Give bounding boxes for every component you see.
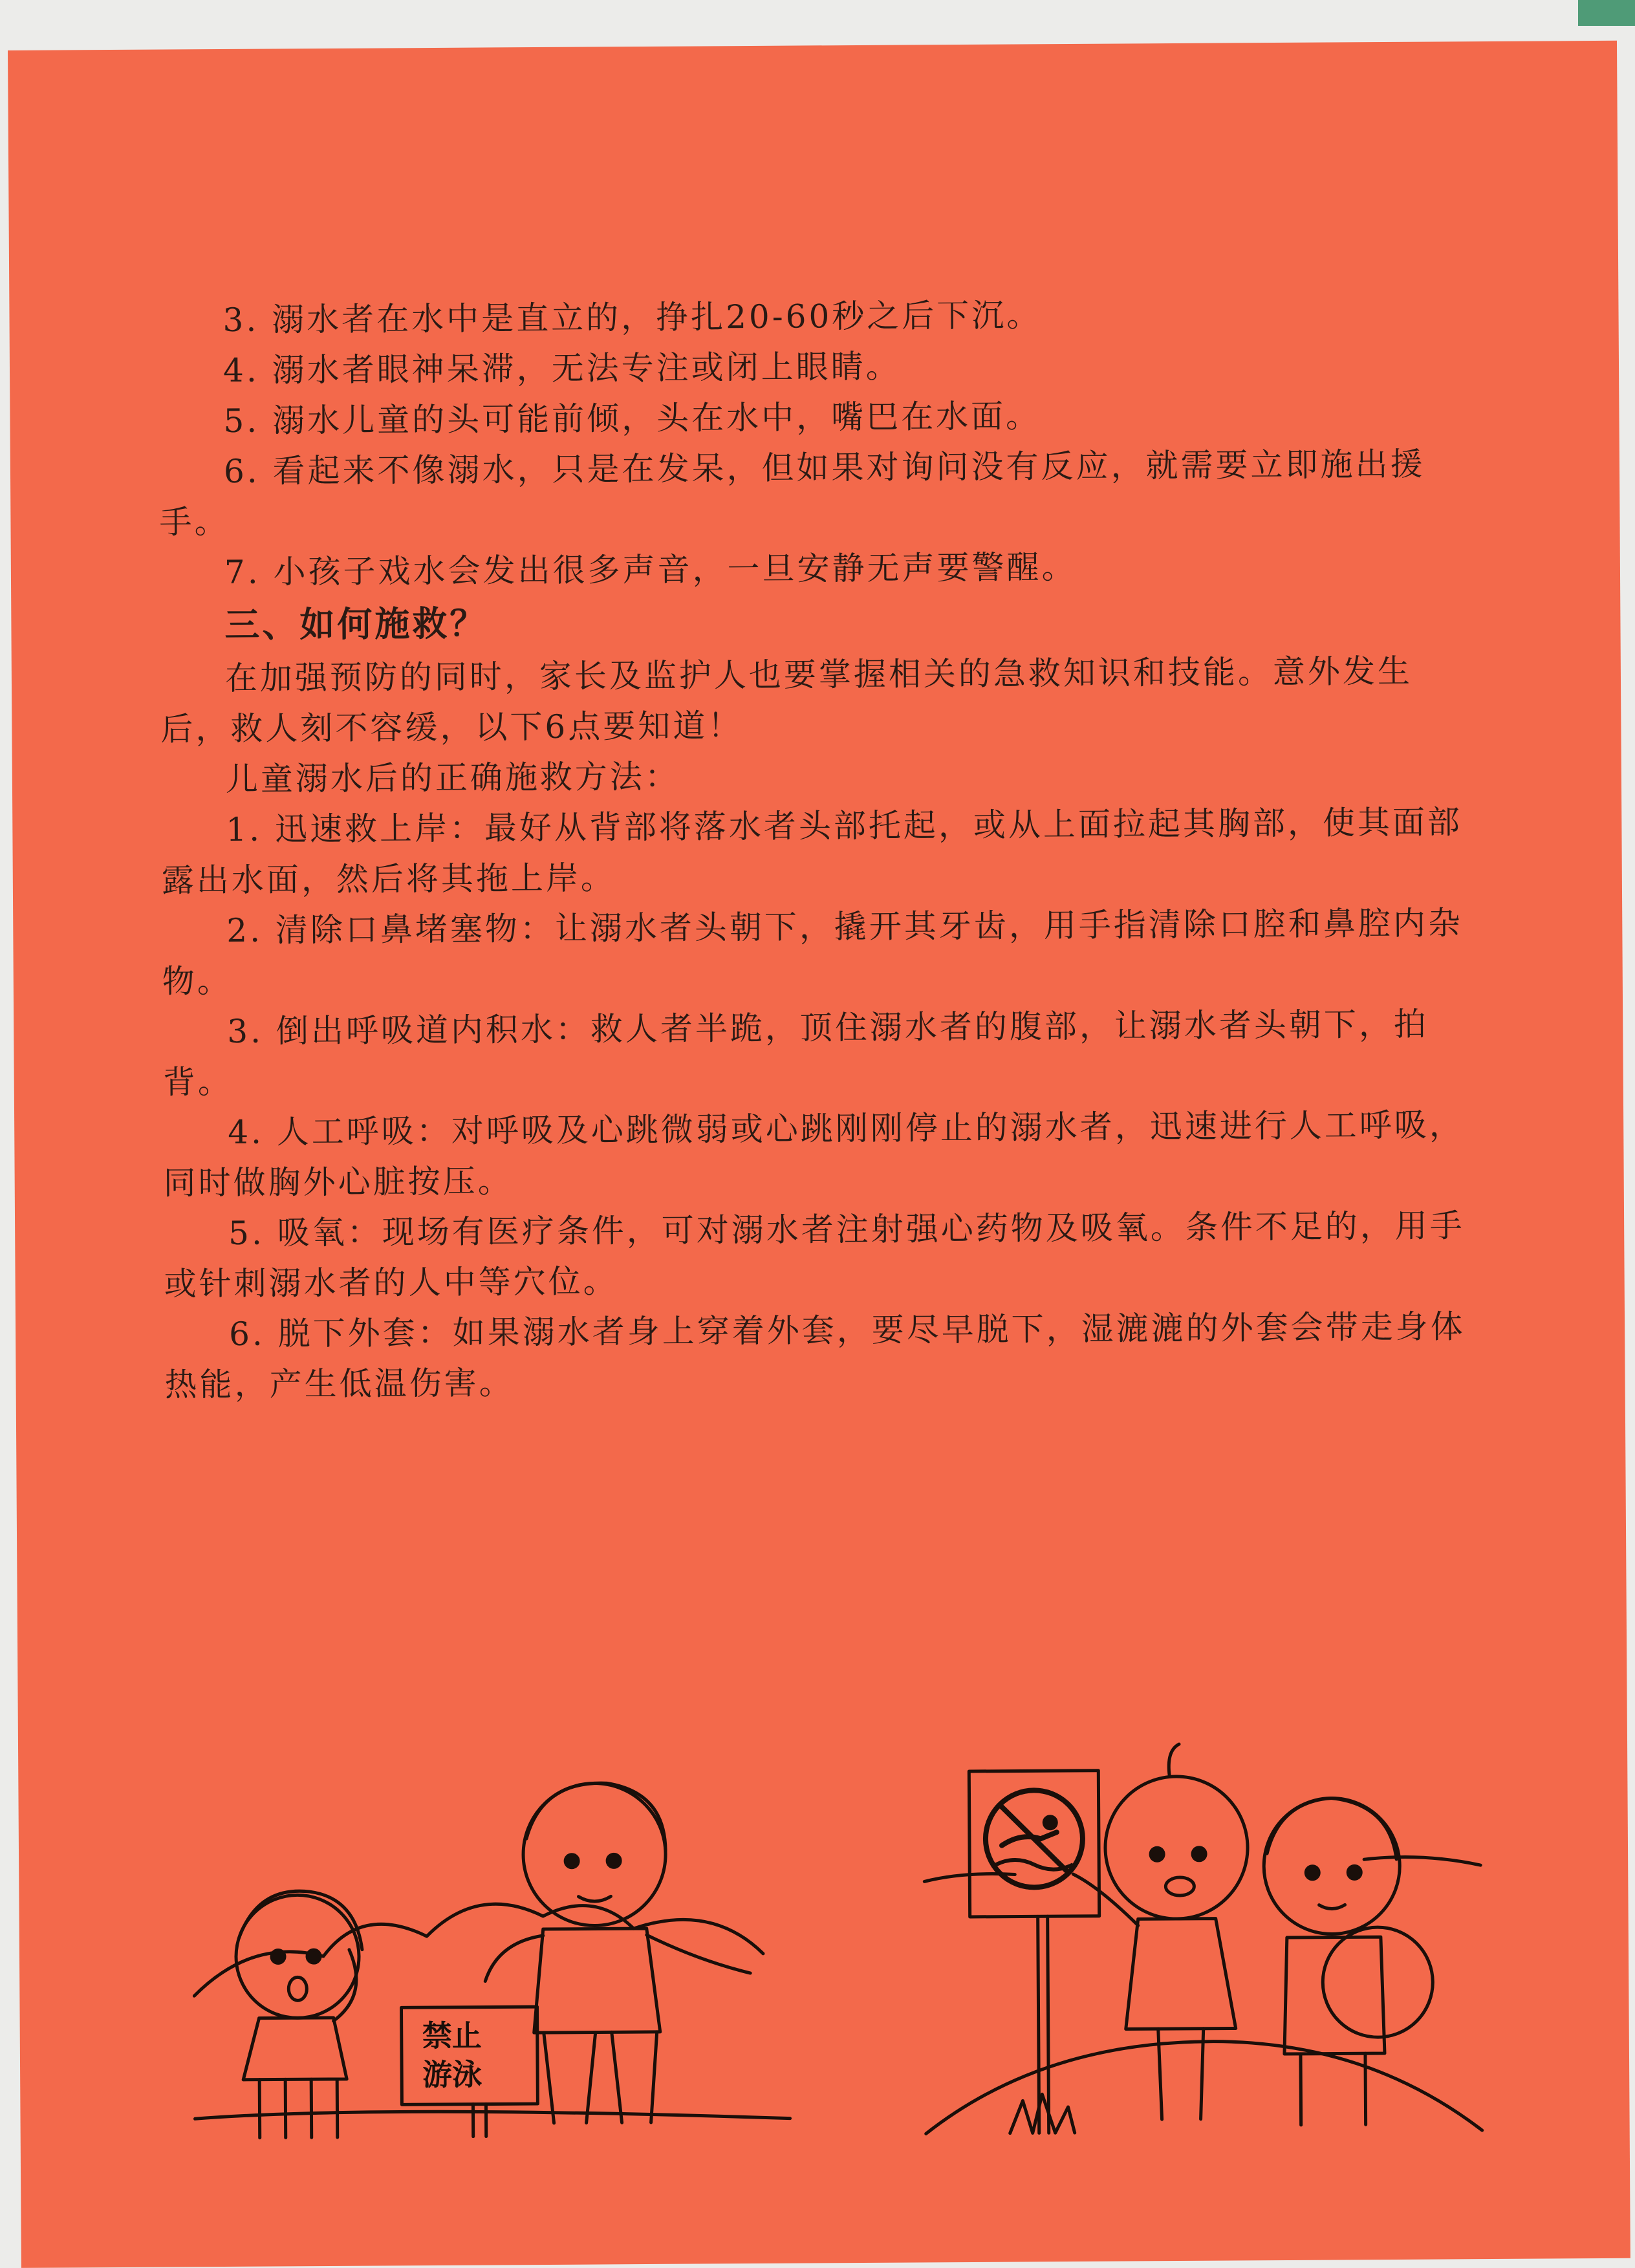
rescue-step: 2. 清除口鼻堵塞物：让溺水者头朝下，撬开其牙齿，用手指清除口腔和鼻腔内杂物。 bbox=[162, 904, 1464, 1000]
list-item: 5. 溺水儿童的头可能前倾，头在水中，嘴巴在水面。 bbox=[223, 397, 1041, 440]
rescue-step: 5. 吸氧：现场有医疗条件，可对溺水者注射强心药物及吸氧。条件不足的，用手或针刺溺水者的人中等穴位。 bbox=[164, 1207, 1465, 1303]
children-sign-drawing-right bbox=[910, 1678, 1495, 2146]
scan-corner-mark bbox=[1578, 0, 1635, 26]
list-item: 6. 看起来不像溺水，只是在发呆，但如果对询问没有反应，就需要立即施出援手。 bbox=[159, 445, 1425, 541]
rescue-step: 4. 人工呼吸：对呼吸及心跳微弱或心跳刚刚停止的溺水者，迅速进行人工呼吸，同时做胸外心脏按压。 bbox=[163, 1106, 1464, 1202]
sign-left-line2: 游泳 bbox=[422, 2057, 482, 2093]
leaflet-text bbox=[158, 287, 1484, 1410]
rescue-step: 3. 倒出呼吸道内积水：救人者半跪，顶住溺水者的腹部，让溺水者头朝下，拍背。 bbox=[162, 1005, 1429, 1101]
illustration-right bbox=[910, 1678, 1495, 2146]
list-item: 7. 小孩子戏水会发出很多声音，一旦安静无声要警醒。 bbox=[224, 548, 1077, 591]
list-item: 3. 溺水者在水中是直立的，挣扎20-60秒之后下沉。 bbox=[222, 296, 1042, 339]
rescue-step: 6. 脱下外套：如果溺水者身上穿着外套，要尽早脱下，湿漉漉的外套会带走身体热能，产生低温伤害。 bbox=[164, 1308, 1466, 1404]
rescue-step: 1. 迅速救上岸：最好从背部将落水者头部托起，或从上面拉起其胸部，使其面部露出水面，然后将其拖上岸。 bbox=[161, 803, 1463, 900]
no-swimming-sign-icon bbox=[985, 1790, 1083, 1888]
list-item: 4. 溺水者眼神呆滞，无法专注或闭上眼睛。 bbox=[222, 347, 901, 389]
method-title: 儿童溺水后的正确施救方法： bbox=[225, 757, 680, 798]
section-heading: 三、如何施救？ bbox=[224, 603, 488, 645]
sign-left-line1: 禁止 bbox=[422, 2018, 482, 2054]
orange-leaflet-page bbox=[8, 41, 1630, 2268]
illustration-left bbox=[180, 1740, 803, 2145]
intro-paragraph: 在加强预防的同时，家长及监护人也要掌握相关的急救知识和技能。意外发生后，救人刻不容缓，以下6点要知道！ bbox=[160, 652, 1413, 748]
children-sign-drawing-left bbox=[180, 1740, 803, 2145]
